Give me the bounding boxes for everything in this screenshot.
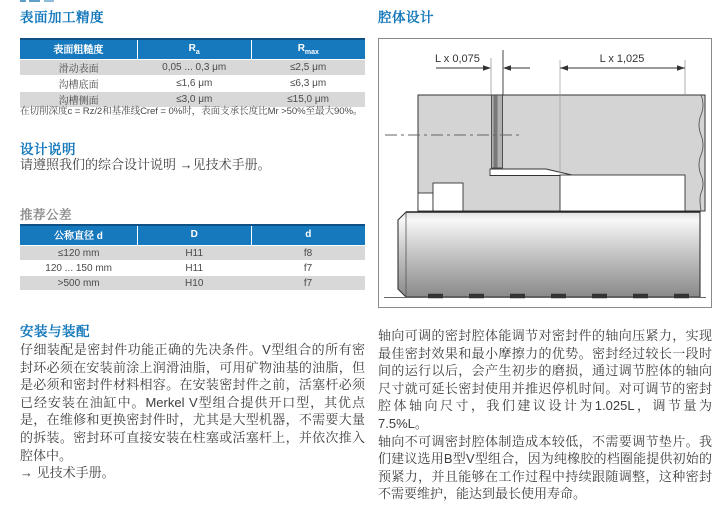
column-header: 公称直径 d [20,225,137,246]
table-header-row [20,225,365,246]
table-cell: f7 [251,276,365,291]
section-title-recommended-tolerances: 推荐公差 [20,208,73,222]
design-notes-text: 请遵照我们的综合设计说明 →见技术手册。 [20,157,271,172]
surface-roughness-table [20,38,365,107]
tolerance-table [20,224,365,290]
cavity-text-block [378,327,712,503]
table-row [20,246,365,261]
table-cell: 120 ... 150 mm [20,261,137,276]
table-row [20,261,365,276]
seal-strip-core [494,96,498,168]
table-cell: H11 [137,261,251,276]
table-cell: ≤15,0 μm [251,92,365,108]
table-cell: ≤2,5 μm [251,60,365,76]
rod-shape [398,212,700,297]
table-cell: ≤6,3 μm [251,76,365,92]
table-cell: ≤1,6 μm [137,76,251,92]
column-header: d [251,225,365,246]
manual-reference-link: → 见技术手册。 [20,465,115,481]
table-cell: ≤3,0 μm [137,92,251,108]
column-header: $R_{max}$ [251,39,365,60]
table-cell: 沟槽侧面 [20,92,137,108]
table-cell: f8 [251,246,365,261]
table-cell: ≤120 mm [20,246,137,261]
section-title-design-notes: 设计说明 [20,142,76,157]
dimension-label-small: L x 0,075 [435,53,480,65]
housing-step-notch [418,193,433,211]
cavity-paragraph-adjustable: 轴向可调的密封腔体能调节对密封件的轴向压紧力，实现最佳密封效果和最小摩擦力的优势。密封经过较长一段时间的运行以后，会产生初步的磨损，通过调节腔体的轴向尺寸就可延长密封使用并推迟停机时间。对可调节的密封腔体轴向尺寸，我们建议设计为1.025L，调节量为7.5%L。 [378,328,712,431]
installation-text-block [20,341,365,482]
table-row [20,276,365,291]
table-row [20,76,365,92]
surface-table-footnote: 在切削深度c = Rz/2和基准线Cref = 0%时，表面支承长度比Mr >50%至最大90%。 [20,106,363,117]
cavity-paragraph-nonadjustable: 轴向不可调密封腔体制造成本较低，不需要调节垫片。我们建议选用B型V型组合，因为纯橡胶的档圈能提供初始的预紧力，并且能够在工作过程中持续跟随调整，这种密封不需要维护，能达到最长使用寿命。 [378,433,712,502]
dimension-label-large: L x 1,025 [599,53,645,65]
seal-cavity [560,175,685,211]
section-title-cavity-design: 腔体设计 [378,10,434,25]
column-header: 表面粗糙度 [20,39,137,60]
table-cell: H10 [137,276,251,291]
gland-notch [433,183,463,211]
table-cell: 滑动表面 [20,60,137,76]
section-title-surface-finish: 表面加工精度 [20,10,104,25]
table-header-row [20,39,365,60]
column-header: D [137,225,251,246]
cross-section-diagram [378,38,712,308]
cavity-design-drawing [378,38,712,308]
table-cell: f7 [251,261,365,276]
table-cell: 沟槽底面 [20,76,137,92]
cropped-text-artifact [20,0,60,2]
column-header: $R_a$ [137,39,251,60]
table-row [20,60,365,76]
table-cell: H11 [137,246,251,261]
table-cell: 0,05 ... 0,3 μm [137,60,251,76]
table-cell: >500 mm [20,276,137,291]
section-title-installation: 安装与装配 [20,324,90,339]
installation-paragraph: 仔细装配是密封件功能正确的先决条件。V型组合的所有密封环必须在安装前涂上润滑油脂，可用矿物油基的油脂，但是必须和密封件材料相容。在安装密封件之前，活塞杆必须已经安装在油缸中。Merkel V型组合提供开口型，其优点是，在维修和更换密封件时，尤其是大型机器，不需要大量的拆装。密封环可直接安装在柱塞或活塞杆上，并依次推入腔体中。 [20,342,365,463]
